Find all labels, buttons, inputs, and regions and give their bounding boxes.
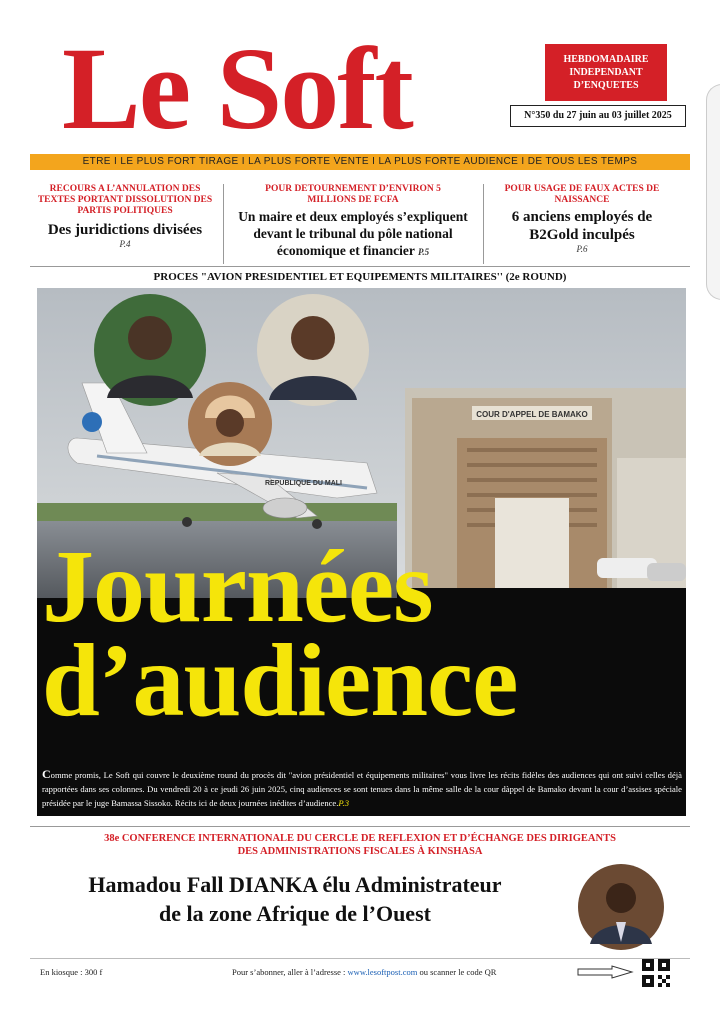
issue-number: N°350 du 27 juin au 03 juillet 2025 xyxy=(510,105,686,127)
teaser-1[interactable] xyxy=(32,184,218,249)
footer-rule xyxy=(30,958,690,959)
bottom-kicker-line-1: 38e CONFERENCE INTERNATIONALE DU CERCLE DE REFLEXION ET D’ÉCHANGE DES DIRIGEANTS xyxy=(104,833,616,844)
subscribe-suffix: ou scanner le code QR xyxy=(417,967,497,977)
teaser-2[interactable] xyxy=(228,184,478,261)
subscribe-line xyxy=(232,967,496,977)
portrait-3 xyxy=(188,382,272,466)
newspaper-logo: Le Soft xyxy=(62,23,412,154)
teaser-1-headline: Des juridictions divisées xyxy=(47,222,203,238)
teaser-2-page: P.5 xyxy=(418,247,430,257)
tagline-bar: ETRE I LE PLUS FORT TIRAGE I LA PLUS FORTE VENTE I LA PLUS FORTE AUDIENCE I DE TOUS LES TEMPS xyxy=(30,154,690,170)
teaser-2-headline-text: Un maire et deux employés s’expliquent devant le tribunal du pôle national économique et financier xyxy=(238,209,468,258)
website-link[interactable]: www.lesoftpost.com xyxy=(347,967,418,977)
column-divider xyxy=(483,184,484,264)
section-rule xyxy=(30,266,690,267)
portrait-1 xyxy=(94,294,206,406)
pointing-hand-icon xyxy=(576,963,634,981)
teaser-1-page: P.4 xyxy=(119,239,131,249)
dianka-portrait xyxy=(578,864,664,950)
teaser-2-headline xyxy=(228,208,478,261)
teaser-1-kicker: RECOURS A L’ANNULATION DES TEXTES PORTANT DISSOLUTION DES PARTIS POLITIQUES xyxy=(37,184,213,216)
lead-text: omme promis, Le Soft qui couvre le deuxième round du procès dit "avion présidentiel et équipements militaires" vous livre les récits fidèles des audiences qui ont suivi celles déjà rapportées dans ses colonnes. Du vendredi 20 à ce jeudi 26 juin 2025, cinq audiences se sont tenues dans la même salle de la cour dàppel de Bamako devant la cour d’assises spéciale présidée par le juge Bamassa Sissoko. Récits ici de deux journées inédites d’audience. xyxy=(42,770,682,808)
main-headline-line-2: d’audience xyxy=(42,623,518,738)
main-headline-line-1: Journées xyxy=(42,529,433,644)
lead-drop-cap: C xyxy=(42,767,51,781)
teaser-3[interactable] xyxy=(488,184,676,254)
hebdo-line-1: HEBDOMADAIRE xyxy=(563,54,649,65)
hebdo-line-3: D’ENQUETES xyxy=(573,80,639,91)
plane-text: REPUBLIQUE DU MALI xyxy=(265,480,342,487)
building-sign: COUR D'APPEL DE BAMAKO xyxy=(476,410,588,419)
bottom-story-kicker xyxy=(30,832,690,858)
qr-code-icon[interactable] xyxy=(642,959,670,987)
section-rule xyxy=(30,826,690,827)
teaser-3-page: P.6 xyxy=(576,244,588,254)
price-label: En kiosque : 300 f xyxy=(40,967,103,977)
portrait-2 xyxy=(257,294,369,406)
bottom-headline-line-1: Hamadou Fall DIANKA élu Administrateur xyxy=(88,872,502,897)
column-divider xyxy=(223,184,224,264)
main-headline[interactable] xyxy=(42,529,518,738)
lead-page: P.3 xyxy=(338,798,349,808)
bottom-headline-line-2: de la zone Afrique de l’Ouest xyxy=(159,901,431,926)
hebdo-line-2: INDEPENDANT xyxy=(569,67,643,78)
portrait-photo xyxy=(578,864,664,950)
main-story-kicker: PROCES "AVION PRESIDENTIEL ET EQUIPEMENTS MILITAIRES'' (2e ROUND) xyxy=(153,271,567,283)
teaser-2-kicker: POUR DETOURNEMENT D’ENVIRON 5 MILLIONS DE FCFA xyxy=(265,184,441,205)
bottom-story-headline[interactable] xyxy=(30,870,560,928)
screen-edge-handle xyxy=(706,84,720,300)
bottom-kicker-line-2: DES ADMINISTRATIONS FISCALES À KINSHASA xyxy=(237,846,483,857)
subscribe-prefix: Pour s’abonner, aller à l’adresse : xyxy=(232,967,348,977)
main-story-lead[interactable] xyxy=(42,767,682,810)
teaser-3-headline: 6 anciens employés de B2Gold inculpés xyxy=(511,209,653,243)
publication-type-badge xyxy=(545,44,667,101)
teaser-3-kicker: POUR USAGE DE FAUX ACTES DE NAISSANCE xyxy=(504,184,660,205)
